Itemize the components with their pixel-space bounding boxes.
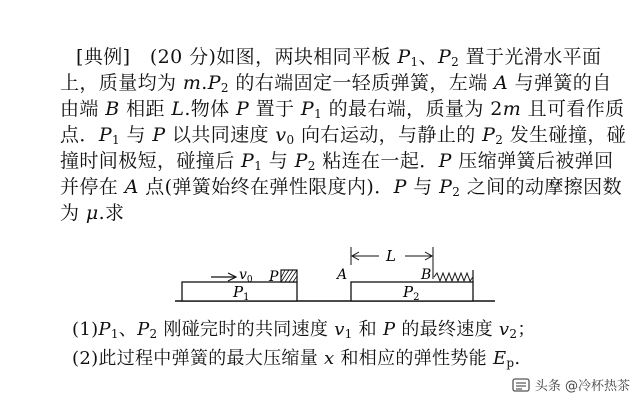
text-run: 上，质量均为 — [60, 72, 183, 94]
physics-diagram — [175, 239, 495, 305]
point-b-label: B — [421, 267, 432, 283]
math-subscript: 2 — [451, 55, 460, 69]
text-run: .求 — [98, 202, 125, 224]
math-subscript: 1 — [254, 159, 263, 173]
math-subscript: 0 — [286, 133, 295, 147]
problem-line — [60, 200, 616, 226]
math-subscript: 2 — [452, 185, 461, 199]
plate-p1-label: $P_1$ — [233, 283, 250, 303]
text-run: 和相应的弹性势能 — [334, 348, 493, 369]
math-subscript: 1 — [110, 327, 119, 341]
text-run: 向右运动，与静止的 — [294, 124, 483, 146]
text-run: 的最右端，质量为 2 — [322, 98, 503, 120]
text-run: 相距 — [119, 98, 172, 120]
problem-line — [60, 174, 622, 200]
math-symbol: m — [502, 98, 522, 120]
watermark — [512, 375, 630, 394]
math-subscript: 1 — [314, 107, 323, 121]
problem-line — [60, 70, 616, 96]
text-run: 与 — [406, 176, 440, 198]
spring — [434, 273, 473, 281]
math-symbol: P — [236, 98, 250, 120]
problem-line — [60, 148, 616, 174]
math-symbol: μ — [85, 202, 99, 224]
math-subscript: p — [506, 356, 515, 370]
math-subscript: 2 — [220, 81, 229, 95]
math-symbol: x — [324, 348, 335, 369]
text-run: ； — [517, 319, 536, 340]
math-symbol: P — [437, 46, 452, 68]
question-line — [72, 315, 624, 344]
text-run: 由端 — [60, 98, 106, 120]
text-run: 、 — [418, 46, 438, 68]
text-run: 撞时间极短，碰撞后 — [60, 150, 242, 172]
question-line — [72, 344, 624, 373]
text-run: . — [201, 72, 208, 94]
velocity-label: $v_0$ — [239, 267, 253, 285]
math-subscript: 2 — [495, 133, 504, 147]
plate-p2-label: $P_2$ — [403, 283, 420, 303]
math-symbol: P — [393, 176, 407, 198]
math-symbol: L — [171, 98, 185, 120]
math-symbol: P — [207, 72, 221, 94]
math-subscript: 1 — [344, 327, 353, 341]
text-run: (1) — [72, 319, 99, 340]
text-run: [典例] — [76, 46, 131, 68]
math-symbol: v — [498, 319, 510, 340]
questions — [72, 315, 624, 373]
math-symbol: m — [182, 72, 202, 94]
math-symbol: P — [98, 319, 111, 340]
math-symbol: B — [105, 98, 120, 120]
text-run: 以共同速度 — [165, 124, 276, 146]
math-symbol: P — [137, 319, 150, 340]
text-run: 粘连在一起． — [315, 150, 439, 172]
math-symbol: P — [294, 150, 308, 172]
watermark-text: 头条 @冷杯热茶 — [534, 379, 630, 394]
math-symbol: A — [124, 176, 139, 198]
text-run: .物体 — [184, 98, 237, 120]
text-run: 点(弹簧始终在弹性限度内)． — [138, 176, 394, 198]
text-run: 的最终速度 — [395, 319, 499, 340]
text-run: 与弹簧的自 — [508, 72, 612, 94]
math-symbol: A — [494, 72, 509, 94]
text-run: 置于 — [249, 98, 301, 120]
object-p-label: P — [269, 269, 279, 285]
dimension-l-label: L — [386, 247, 396, 265]
math-symbol: v — [275, 124, 287, 146]
math-symbol: P — [439, 176, 453, 198]
text-run: . — [514, 348, 521, 369]
problem-line — [60, 96, 625, 122]
text-run: 与 — [120, 124, 153, 146]
text-run: 压缩弹簧后被弹回 — [451, 150, 614, 172]
point-a-label: A — [337, 267, 348, 283]
text-run: 为 — [60, 202, 86, 224]
text-run: 发生碰撞，碰 — [503, 124, 627, 146]
text-run: 之间的动摩擦因数 — [460, 176, 622, 198]
math-symbol: P — [438, 150, 452, 172]
math-subscript: 1 — [112, 133, 121, 147]
text-run: 点． — [60, 124, 99, 146]
math-symbol: P — [300, 98, 315, 120]
math-symbol: E — [492, 348, 507, 369]
math-symbol: P — [152, 124, 166, 146]
math-symbol: P — [397, 46, 411, 68]
text-run: 且可看作质 — [521, 98, 625, 120]
problem-statement — [60, 44, 627, 226]
text-run: (2)此过程中弹簧的最大压缩量 — [72, 348, 325, 369]
toutiao-logo-icon — [512, 377, 530, 393]
problem-line — [60, 44, 616, 70]
text-run: 的右端固定一轻质弹簧，左端 — [228, 72, 495, 94]
text-run: (20 分)如图，两块相同平板 — [130, 46, 398, 68]
math-symbol: P — [241, 150, 255, 172]
math-subscript: 2 — [509, 327, 518, 341]
math-subscript: 1 — [410, 55, 419, 69]
text-run: 和 — [352, 319, 383, 340]
math-symbol: P — [98, 124, 112, 146]
math-symbol: P — [382, 319, 396, 340]
problem-line — [60, 122, 627, 148]
text-run: 与 — [262, 150, 295, 172]
text-run: 置于光滑水平面 — [459, 46, 602, 68]
text-run: 并停在 — [60, 176, 125, 198]
math-symbol: P — [482, 124, 496, 146]
text-run: 、 — [118, 319, 138, 340]
math-subscript: 2 — [149, 327, 158, 341]
math-subscript: 2 — [307, 159, 316, 173]
math-symbol: v — [334, 319, 345, 340]
text-run: 刚碰完时的共同速度 — [157, 319, 335, 340]
